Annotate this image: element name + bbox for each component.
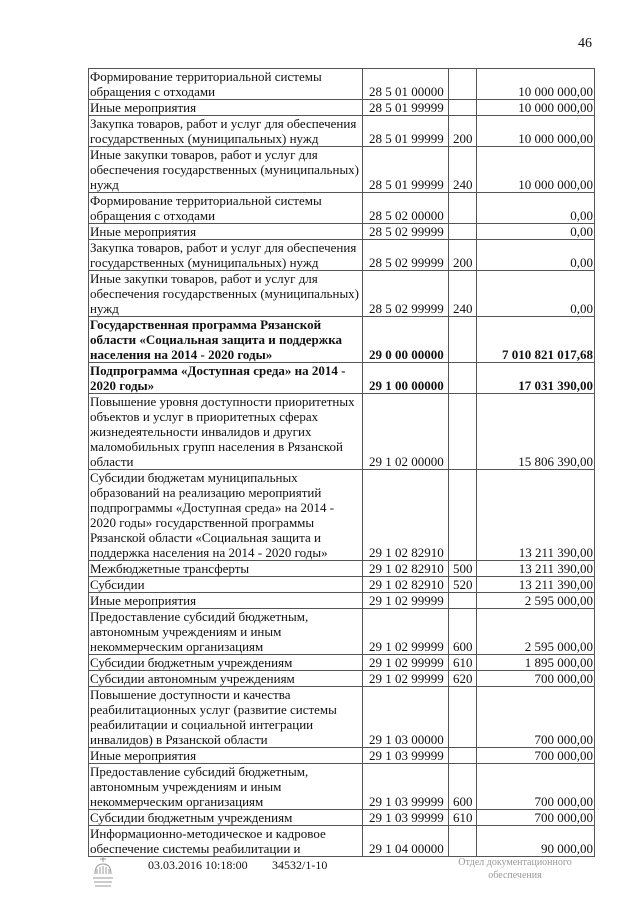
department-stamp	[440, 856, 590, 882]
table-row	[89, 69, 595, 100]
row-name: Закупка товаров, работ и услуг для обеспечения государственных (муниципальных) нужд	[89, 240, 363, 271]
row-code: 28 5 02 99999	[363, 224, 449, 240]
table-row	[89, 687, 595, 748]
row-amount: 700 000,00	[477, 687, 595, 748]
row-amount: 7 010 821 017,68	[477, 317, 595, 363]
row-type	[449, 100, 477, 116]
table-row	[89, 147, 595, 193]
row-code: 28 5 02 99999	[363, 271, 449, 317]
table-row	[89, 240, 595, 271]
row-code: 29 1 02 82910	[363, 577, 449, 593]
row-code: 29 1 02 82910	[363, 470, 449, 561]
table-row	[89, 271, 595, 317]
table-row	[89, 826, 595, 857]
row-name: Субсидии	[89, 577, 363, 593]
table-row	[89, 193, 595, 224]
row-name: Иные мероприятия	[89, 224, 363, 240]
stamp-line-2: обеспечения	[488, 870, 542, 881]
row-type	[449, 69, 477, 100]
row-code: 29 0 00 00000	[363, 317, 449, 363]
row-type	[449, 193, 477, 224]
table-row	[89, 577, 595, 593]
row-code: 29 1 02 00000	[363, 394, 449, 470]
table-row	[89, 609, 595, 655]
row-amount: 17 031 390,00	[477, 363, 595, 394]
table-row	[89, 593, 595, 609]
row-code: 29 1 02 82910	[363, 561, 449, 577]
stamp-line-1: Отдел документационного	[458, 857, 572, 868]
row-type: 600	[449, 609, 477, 655]
document-datetime: 03.03.2016 10:18:00	[148, 858, 248, 872]
table-row	[89, 561, 595, 577]
table-row	[89, 116, 595, 147]
row-amount: 90 000,00	[477, 826, 595, 857]
row-amount: 10 000 000,00	[477, 69, 595, 100]
row-code: 29 1 03 99999	[363, 764, 449, 810]
table-row	[89, 363, 595, 394]
row-name: Субсидии автономным учреждениям	[89, 671, 363, 687]
row-amount: 700 000,00	[477, 764, 595, 810]
table-row	[89, 317, 595, 363]
row-code: 29 1 03 00000	[363, 687, 449, 748]
row-type	[449, 470, 477, 561]
row-code: 28 5 02 00000	[363, 193, 449, 224]
row-name: Иные мероприятия	[89, 748, 363, 764]
table-row	[89, 748, 595, 764]
row-amount: 13 211 390,00	[477, 577, 595, 593]
row-amount: 15 806 390,00	[477, 394, 595, 470]
row-type: 200	[449, 116, 477, 147]
row-amount: 0,00	[477, 240, 595, 271]
row-code: 29 1 03 99999	[363, 748, 449, 764]
table-row	[89, 394, 595, 470]
row-type: 500	[449, 561, 477, 577]
row-type	[449, 748, 477, 764]
table-row	[89, 810, 595, 826]
row-amount: 0,00	[477, 271, 595, 317]
row-code: 29 1 03 99999	[363, 810, 449, 826]
row-type	[449, 826, 477, 857]
row-code: 28 5 01 00000	[363, 69, 449, 100]
row-name: Иные закупки товаров, работ и услуг для обеспечения государственных (муниципальных) нужд	[89, 147, 363, 193]
row-amount: 700 000,00	[477, 810, 595, 826]
row-name: Субсидии бюджетам муниципальных образований на реализацию мероприятий подпрограммы «Доступная среда» на 2014 - 2020 годы» государственной программы Рязанской области «Социальная защита и поддержка населения на 2014 - 2020 годы»	[89, 470, 363, 561]
table-row	[89, 655, 595, 671]
row-amount: 700 000,00	[477, 748, 595, 764]
row-name: Государственная программа Рязанской области «Социальная защита и поддержка населения на 2014 - 2020 годы»	[89, 317, 363, 363]
table-row	[89, 470, 595, 561]
row-name: Предоставление субсидий бюджетным, автономным учреждениям и иным некоммерческим организациям	[89, 764, 363, 810]
row-name: Иные закупки товаров, работ и услуг для обеспечения государственных (муниципальных) нужд	[89, 271, 363, 317]
row-type: 610	[449, 810, 477, 826]
row-code: 29 1 02 99999	[363, 609, 449, 655]
row-code: 29 1 00 00000	[363, 363, 449, 394]
row-type	[449, 224, 477, 240]
table-row	[89, 100, 595, 116]
registration-number: 34532/1-10	[272, 858, 328, 872]
row-type: 240	[449, 147, 477, 193]
row-name: Повышение уровня доступности приоритетных объектов и услуг в приоритетных сферах жизнедеятельности инвалидов и других маломобильных групп населения в Рязанской области	[89, 394, 363, 470]
row-name: Иные мероприятия	[89, 100, 363, 116]
row-type: 200	[449, 240, 477, 271]
row-type: 610	[449, 655, 477, 671]
row-code: 28 5 01 99999	[363, 147, 449, 193]
row-amount: 0,00	[477, 224, 595, 240]
row-code: 29 1 04 00000	[363, 826, 449, 857]
row-amount: 2 595 000,00	[477, 593, 595, 609]
row-name: Предоставление субсидий бюджетным, автономным учреждениям и иным некоммерческим организациям	[89, 609, 363, 655]
row-type: 240	[449, 271, 477, 317]
row-name: Субсидии бюджетным учреждениям	[89, 810, 363, 826]
row-name: Межбюджетные трансферты	[89, 561, 363, 577]
row-amount: 0,00	[477, 193, 595, 224]
row-amount: 10 000 000,00	[477, 116, 595, 147]
row-code: 28 5 01 99999	[363, 100, 449, 116]
table-row	[89, 224, 595, 240]
row-code: 28 5 01 99999	[363, 116, 449, 147]
row-name: Повышение доступности и качества реабилитационных услуг (развитие системы реабилитации и социальной интеграции инвалидов) в Рязанской области	[89, 687, 363, 748]
row-amount: 13 211 390,00	[477, 561, 595, 577]
row-code: 29 1 02 99999	[363, 671, 449, 687]
row-name: Информационно-методическое и кадровое обеспечение системы реабилитации и	[89, 826, 363, 857]
row-amount: 10 000 000,00	[477, 147, 595, 193]
row-code: 28 5 02 99999	[363, 240, 449, 271]
table-row	[89, 764, 595, 810]
row-name: Субсидии бюджетным учреждениям	[89, 655, 363, 671]
row-name: Закупка товаров, работ и услуг для обеспечения государственных (муниципальных) нужд	[89, 116, 363, 147]
row-amount: 13 211 390,00	[477, 470, 595, 561]
row-name: Формирование территориальной системы обращения с отходами	[89, 193, 363, 224]
row-type: 520	[449, 577, 477, 593]
row-name: Подпрограмма «Доступная среда» на 2014 - 2020 годы»	[89, 363, 363, 394]
table-row	[89, 671, 595, 687]
row-type	[449, 394, 477, 470]
row-amount: 1 895 000,00	[477, 655, 595, 671]
row-code: 29 1 02 99999	[363, 655, 449, 671]
row-type	[449, 593, 477, 609]
row-type	[449, 317, 477, 363]
row-type	[449, 363, 477, 394]
row-code: 29 1 02 99999	[363, 593, 449, 609]
row-amount: 700 000,00	[477, 671, 595, 687]
row-amount: 2 595 000,00	[477, 609, 595, 655]
coat-of-arms-icon	[90, 854, 116, 888]
row-type: 600	[449, 764, 477, 810]
row-name: Иные мероприятия	[89, 593, 363, 609]
row-type	[449, 687, 477, 748]
row-amount: 10 000 000,00	[477, 100, 595, 116]
row-type: 620	[449, 671, 477, 687]
budget-table	[88, 68, 595, 857]
row-name: Формирование территориальной системы обращения с отходами	[89, 69, 363, 100]
page-number: 46	[578, 36, 592, 51]
